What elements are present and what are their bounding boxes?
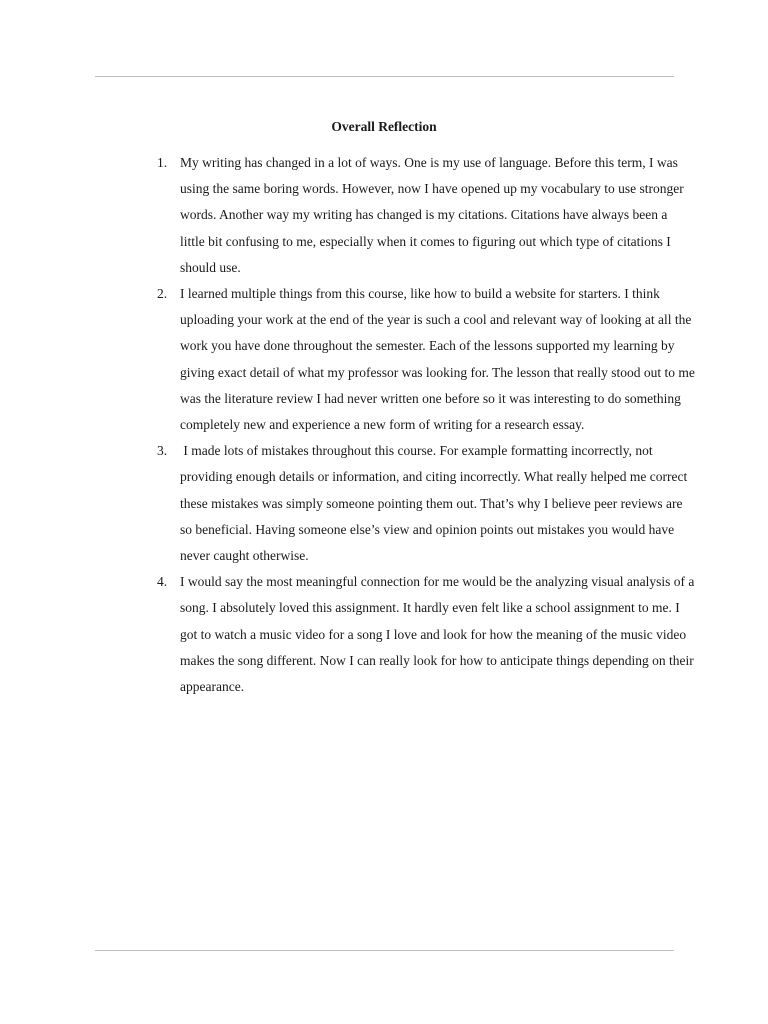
list-item-text: My writing has changed in a lot of ways. One is my use of language. Before this term, I was using the same boring words. However, now I have opened up my vocabulary to use stronger words. Another way my writing has changed is my citations. Citations have always been a little bit confusing to me, especially when it comes to figuring out which type of citations I should use. xyxy=(180,155,684,275)
list-item xyxy=(155,150,695,281)
list-item xyxy=(155,281,695,438)
list-item-text: I learned multiple things from this course, like how to build a website for starters. I think uploading your work at the end of the year is such a cool and relevant way of looking at all the work you have done throughout the semester. Each of the lessons supported my learning by giving exact detail of what my professor was looking for. The lesson that really stood out to me was the literature review I had never written one before so it was interesting to do something completely new and experience a new form of writing for a research essay. xyxy=(180,286,695,433)
list-item-text: I made lots of mistakes throughout this course. For example formatting incorrectly, not providing enough details or information, and citing incorrectly. What really helped me correct these mistakes was simply someone pointing them out. That’s why I believe peer reviews are so beneficial. Having someone else’s view and opinion points out mistakes you would have never caught otherwise. xyxy=(180,443,691,564)
list-item-text: I would say the most meaningful connection for me would be the analyzing visual analysis of a song. I absolutely loved this assignment. It hardly even felt like a school assignment to me. I got to watch a music video for a song I love and look for how the meaning of the music video makes the song different. Now I can really look for how to anticipate things depending on their appearance. xyxy=(180,574,695,695)
footer-rule xyxy=(95,950,674,951)
list-item xyxy=(155,438,695,569)
header-rule xyxy=(95,76,674,77)
list-item-number: 2. xyxy=(157,286,168,302)
list-item-number: 1. xyxy=(157,155,168,170)
page-title: Overall Reflection xyxy=(331,119,437,134)
list-item-number: 3. xyxy=(157,443,168,459)
reflection-list xyxy=(155,150,695,700)
list-item xyxy=(155,569,695,700)
list-item-number: 4. xyxy=(157,574,168,590)
